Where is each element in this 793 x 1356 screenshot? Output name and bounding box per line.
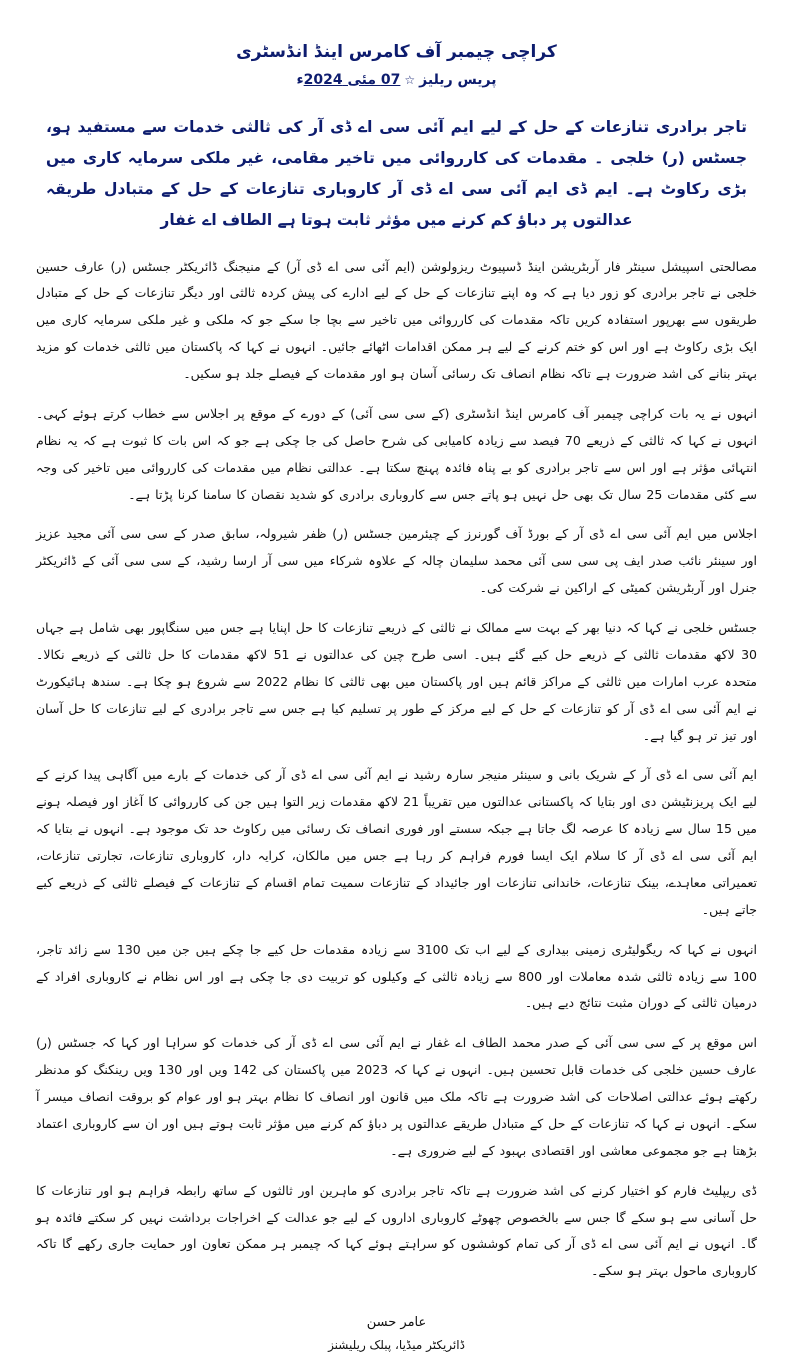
signatory-name: عامر حسن [366, 1315, 427, 1331]
paragraph: انہوں نے یہ بات کراچی چیمبر آف کامرس اینڈ انڈسٹری (کے سی سی آئی) کے دورے کے موقع پر اجلاس سے خطاب کرتے ہوئے کہی۔ انہوں نے کہا کہ ثالثی کے ذریعے 70 فیصد سے زیادہ کامیابی کی شرح حاصل کی جا چکی ہے جو کہ اس بات کا ثبوت ہے کہ یہ نظام انتہائی مؤثر ہے اور اس سے تاجر برادری کو بے پناہ فائدہ پہنچ سکتا ہے۔ عدالتی نظام میں مقدمات کی کارروائی میں تاخیر کی وجہ سے کئی مقدمات 25 سال تک بھی حل نہیں ہو پاتے جس سے کاروباری برادری کو شدید نقصان کا سامنا کرنا پڑتا ہے۔ [36, 405, 758, 502]
paragraph: ڈی ریپلیٹ فارم کو اختیار کرنے کی اشد ضرورت ہے تاکہ تاجر برادری کو ماہرین اور ثالثوں کے ساتھ رابطہ فراہم ہو اور تنازعات کا حل آسانی سے ہو سکے گا جس سے بالخصوص چھوٹے کاروباری اداروں کے لیے جو عدالت کے اخراجات برداشت نہیں کر سکتے فائدہ ہو گا۔ انہوں نے ایم آئی سی اے ڈی آر کی تمام کوششوں کو سراہتے ہوئے کہا کہ چیمبر ہر ممکن تعاون اور حمایت جاری رکھے گا تاکہ کاروباری ماحول بہتر ہو سکے۔ [36, 1182, 757, 1279]
organization-title: کراچی چیمبر آف کامرس اینڈ انڈسٹری [236, 42, 557, 62]
paragraph: مصالحتی اسپیشل سینٹر فار آربٹریشن اینڈ ڈسپیوٹ ریزولوشن (ایم آئی سی اے ڈی آر) کے منیجنگ ڈائریکٹر جسٹس (ر) عارف حسین خلجی نے تاجر برادری کو زور دیا ہے کہ وہ اپنے تنازعات کے حل کے لیے ادارے کی پیش کردہ ثالثی اور دیگر تنازعات کے حل کے متبادل طریقوں سے بھرپور استفادہ کریں تاکہ مقدمات کی کارروائی میں تاخیر سے بچا جا سکے جو کہ ملکی و غیر ملکی سرمایہ کاری میں ایک بڑی رکاوٹ ہے اور اس کو ختم کرنے کے لیے ہر ممکن اقدامات اٹھائے جائیں۔ انہوں نے کہا کہ پاکستان میں ثالثی خدمات کو مزید بہتر بنانے کی اشد ضرورت ہے تاکہ نظام انصاف تک رسائی آسان ہو اور مقدمات کے فیصلے جلد ہو سکیں۔ [36, 258, 757, 381]
signature-block [36, 1311, 757, 1356]
signatory-role: ڈائریکٹر میڈیا، پبلک ریلیشنز [328, 1337, 465, 1352]
press-release-dateline [36, 72, 757, 88]
press-release-label: پریس ریلیز [419, 71, 497, 88]
paragraph: اجلاس میں ایم آئی سی اے ڈی آر کے بورڈ آف گورنرز کے چیئرمین جسٹس (ر) ظفر شیرولہ، سابق صدر کے سی سی آئی مجید عزیز اور سینئر نائب صدر ایف پی سی سی آئی محمد سلیمان چالہ کے علاوہ شرکاء میں سی آر ارسا رشید، کے سی سی آئی کے ڈائریکٹر جنرل اور آربٹریشن کمیٹی کے اراکین نے شرکت کی۔ [36, 526, 757, 596]
date-suffix: ء [296, 71, 304, 88]
page-title: تاجر برادری تنازعات کے حل کے لیے ایم آئی سی اے ڈی آر کی ثالثی خدمات سے مستفید ہو، جسٹس (ر) خلجی ۔ مقدمات کی کارروائی میں تاخیر مقامی، غیر ملکی سرمایہ کاری میں بڑی رکاوٹ ہے۔ ایم ڈی ایم آئی سی اے ڈی آر کاروباری تنازعات کے حل کے متبادل طریقہ عدالتوں پر دباؤ کم کرنے میں مؤثر ثابت ہوتا ہے الطاف اے غفار [46, 117, 747, 229]
paragraph: اس موقع پر کے سی سی آئی کے صدر محمد الطاف اے غفار نے ایم آئی سی اے ڈی آر کی خدمات کو سراہا اور کہا کہ جسٹس (ر) عارف حسین خلجی کی خدمات قابل تحسین ہیں۔ انہوں نے کہا کہ 2023 میں پاکستان کی 142 ویں اور 130 ویں رینکنگ کو مدنظر رکھتے ہوئے عدالتی اصلاحات کی اشد ضرورت ہے تاکہ ملک میں قانون اور انصاف کا نظام بہتر ہو اور عوام کو بروقت انصاف میسر آ سکے۔ انہوں نے کہا کہ تنازعات کے حل کے متبادل طریقے عدالتوں پر دباؤ کم کرنے میں مؤثر ثابت ہوتے ہیں اور ان سے کاروباری اعتماد بڑھتا ہے جو مجموعی معاشی اور اقتصادی بہبود کے لیے ضروری ہے۔ [36, 1035, 757, 1158]
release-date: 07 مئی 2024 [303, 71, 401, 88]
article-body [36, 254, 757, 1286]
paragraph: جسٹس خلجی نے کہا کہ دنیا بھر کے بہت سے ممالک نے ثالثی کے ذریعے تنازعات کا حل اپنایا ہے جس میں سنگاپور بھی شامل ہے جہاں 30 لاکھ مقدمات ثالثی کے ذریعے حل کیے گئے ہیں۔ اسی طرح چین کی عدالتوں نے 51 لاکھ مقدمات کا حل ثالثی کے ذریعے نکالا۔ متحدہ عرب امارات میں ثالثی کے مراکز قائم ہیں اور پاکستان میں بھی ثالثی کا نظام 2022 سے شروع ہو چکا ہے۔ سندھ ہائیکورٹ نے ایم آئی سی اے ڈی آر کو تنازعات کے حل کے لیے مرکز کے طور پر تسلیم کیا ہے جس سے تاجر برادری کے لیے تنازعات کا حل آسان اور تیز تر ہو گیا ہے۔ [36, 620, 757, 743]
paragraph: انہوں نے کہا کہ ریگولیٹری زمینی بیداری کے لیے اب تک 3100 سے زیادہ مقدمات حل کیے جا چکے ہیں جن میں 130 سے زائد تاجر، 100 سے زیادہ ثالثی شدہ معاملات اور 800 سے زیادہ ثالثی کے وکیلوں کو تربیت دی جا چکی ہے اور اس نظام نے کاروباری افراد کے درمیان ثالثی کے دوران مثبت نتائج دیے ہیں۔ [36, 941, 757, 1011]
paragraph: ایم آئی سی اے ڈی آر کے شریک بانی و سینئر منیجر سارہ رشید نے ایم آئی سی اے ڈی آر کی خدمات کے بارے میں آگاہی پیدا کرنے کے لیے ایک پریزنٹیشن دی اور بتایا کہ پاکستانی عدالتوں میں تقریباً 21 لاکھ مقدمات زیر التوا ہیں جن کی کارروائی کا آغاز اور فیصلہ ہونے میں 15 سال سے زیادہ کا عرصہ لگ جاتا ہے جبکہ سستے اور فوری انصاف تک رسائی میں رکاوٹ حد تک موجود ہے۔ انہوں نے بتایا کہ ایم آئی سی اے ڈی آر کا سلام ایک ایسا فورم فراہم کر رہا ہے جس میں مالکان، کرایہ دار، کاروباری تنازعات، تجارتی تنازعات، تعمیراتی معاہدے، بینک تنازعات، خاندانی تنازعات اور جائیداد کے تنازعات سمیت تمام اقسام کے تنازعات کے فیصلے ثالثی کے ذریعے کیے جاتے ہیں۔ [36, 767, 757, 917]
star-icon: ☆ [404, 72, 416, 87]
